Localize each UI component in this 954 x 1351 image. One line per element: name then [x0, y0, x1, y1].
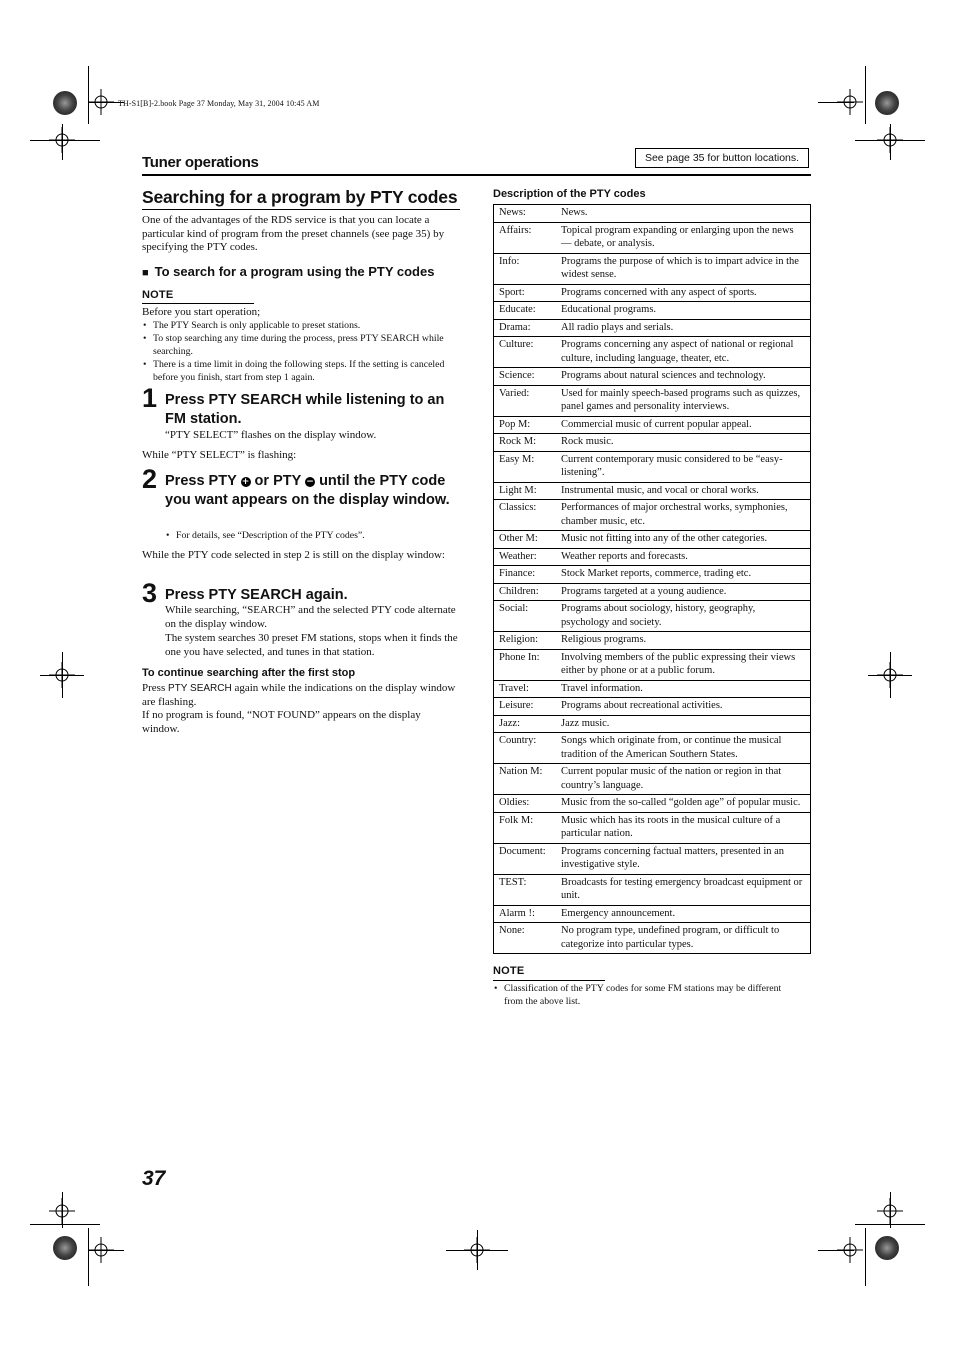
step-2-3-transition: While the PTY code selected in step 2 is still on the display window:: [142, 549, 445, 561]
registration-target-icon: [88, 89, 114, 115]
table-row: [494, 451, 811, 482]
note-list: [142, 319, 460, 384]
pty-code-cell: Pop M:: [494, 416, 562, 434]
pty-description-cell: Commercial music of current popular appeal.: [561, 416, 811, 434]
table-row: [494, 548, 811, 566]
table-row: [494, 337, 811, 368]
pty-description-cell: News.: [561, 205, 811, 223]
table-row: [494, 632, 811, 650]
pty-description-cell: Programs concerning any aspect of national or regional culture, including language, theater, etc.: [561, 337, 811, 368]
note-item: • The PTY Search is only applicable to preset stations.: [142, 319, 460, 332]
step-2-number: 2: [142, 464, 158, 494]
table-row: [494, 764, 811, 795]
pty-code-cell: Rock M:: [494, 434, 562, 452]
step-2-bullets: [165, 529, 460, 542]
color-registration-dot-icon: [53, 1236, 77, 1260]
step-3-detail-2: The system searches 30 preset FM stations, stops when it finds the one you have selected, and tunes in that station.: [165, 632, 458, 658]
note-intro: Before you start operation;: [142, 306, 261, 318]
registration-target-icon: [49, 1198, 75, 1224]
page-title: Searching for a program by PTY codes: [142, 187, 458, 207]
down-arrow-button-icon: −: [306, 477, 314, 487]
table-row: [494, 601, 811, 632]
pty-code-cell: Affairs:: [494, 222, 562, 253]
note-item: • To stop searching any time during the process, press PTY SEARCH while searching.: [142, 332, 460, 358]
registration-target-icon: [837, 1237, 863, 1263]
pty-code-cell: TEST:: [494, 874, 562, 905]
pty-code-cell: Children:: [494, 583, 562, 601]
pty-code-cell: Educate:: [494, 302, 562, 320]
table-row: [494, 698, 811, 716]
step-3-number: 3: [142, 578, 158, 608]
registration-target-icon: [877, 127, 903, 153]
pty-description-cell: Programs about natural sciences and technology.: [561, 368, 811, 386]
pty-description-cell: All radio plays and serials.: [561, 319, 811, 337]
table-row: [494, 302, 811, 320]
step-1-number: 1: [142, 383, 158, 413]
pty-description-cell: Programs about recreational activities.: [561, 698, 811, 716]
pty-code-cell: Leisure:: [494, 698, 562, 716]
button-locations-box: See page 35 for button locations.: [635, 148, 809, 168]
pty-description-cell: Jazz music.: [561, 715, 811, 733]
table-row: [494, 680, 811, 698]
pty-description-cell: Involving members of the public expressing their views either by phone or at a public forum.: [561, 649, 811, 680]
continue-text-a: Press: [142, 682, 166, 694]
pty-code-cell: Info:: [494, 253, 562, 284]
pty-description-cell: Performances of major orchestral works, symphonies, chamber music, etc.: [561, 500, 811, 531]
file-info: TH-S1[B]-2.book Page 37 Monday, May 31, 2004 10:45 AM: [118, 99, 320, 108]
step-1-detail: “PTY SELECT” flashes on the display window.: [165, 429, 377, 441]
table-title: Description of the PTY codes: [493, 188, 646, 200]
color-registration-dot-icon: [875, 1236, 899, 1260]
pty-codes-table: [493, 204, 811, 954]
pty-code-cell: Document:: [494, 843, 562, 874]
color-registration-dot-icon: [875, 91, 899, 115]
pty-description-cell: Current contemporary music considered to be “easy-listening”.: [561, 451, 811, 482]
pty-description-cell: Programs about sociology, history, geography, psychology and society.: [561, 601, 811, 632]
table-row: [494, 284, 811, 302]
table-note-label: NOTE: [493, 965, 525, 977]
step-2-text-c: until the PTY code you want appears on the display window.: [165, 473, 450, 508]
registration-target-icon: [877, 662, 903, 688]
up-arrow-button-icon: +: [241, 477, 250, 487]
pty-description-cell: Music not fitting into any of the other categories.: [561, 531, 811, 549]
table-row: [494, 368, 811, 386]
title-rule: [142, 209, 460, 210]
table-row: [494, 531, 811, 549]
table-note-rule: [493, 980, 605, 981]
continue-heading: To continue searching after the first stop: [142, 667, 356, 679]
pty-code-cell: News:: [494, 205, 562, 223]
pty-description-cell: Emergency announcement.: [561, 905, 811, 923]
pty-description-cell: Programs concerning factual matters, presented in an investigative style.: [561, 843, 811, 874]
pty-description-cell: Programs the purpose of which is to impart advice in the widest sense.: [561, 253, 811, 284]
table-row: [494, 795, 811, 813]
pty-description-cell: No program type, undefined program, or difficult to categorize into particular types.: [561, 923, 811, 954]
pty-description-cell: Rock music.: [561, 434, 811, 452]
registration-target-icon: [877, 1198, 903, 1224]
pty-code-cell: Phone In:: [494, 649, 562, 680]
pty-code-cell: Religion:: [494, 632, 562, 650]
pty-description-cell: Music which has its roots in the musical culture of a particular nation.: [561, 812, 811, 843]
pty-description-cell: Broadcasts for testing emergency broadcast equipment or unit.: [561, 874, 811, 905]
pty-code-cell: Other M:: [494, 531, 562, 549]
pty-description-cell: Programs concerned with any aspect of sports.: [561, 284, 811, 302]
color-registration-dot-icon: [53, 91, 77, 115]
note-rule: [142, 303, 254, 304]
table-row: [494, 733, 811, 764]
pty-code-cell: Weather:: [494, 548, 562, 566]
registration-target-icon: [464, 1237, 490, 1263]
pty-code-cell: Travel:: [494, 680, 562, 698]
pty-description-cell: Programs targeted at a young audience.: [561, 583, 811, 601]
table-row: [494, 253, 811, 284]
table-row: [494, 923, 811, 954]
step-1-2-transition: While “PTY SELECT” is flashing:: [142, 449, 297, 461]
pty-description-cell: Music from the so-called “golden age” of popular music.: [561, 795, 811, 813]
continue-text-c: again while the indications on the display window are flashing.: [142, 682, 456, 708]
pty-description-cell: Topical program expanding or enlarging upon the news — debate, or analysis.: [561, 222, 811, 253]
pty-code-cell: Varied:: [494, 385, 562, 416]
table-row: [494, 500, 811, 531]
pty-description-cell: Religious programs.: [561, 632, 811, 650]
subheading-text: To search for a program using the PTY codes: [154, 264, 435, 279]
registration-target-icon: [88, 1237, 114, 1263]
pty-code-cell: Science:: [494, 368, 562, 386]
pty-description-cell: Instrumental music, and vocal or choral works.: [561, 482, 811, 500]
note-label: NOTE: [142, 289, 174, 301]
pty-search-button-name: PTY SEARCH: [167, 683, 232, 694]
pty-code-cell: Drama:: [494, 319, 562, 337]
pty-code-cell: Sport:: [494, 284, 562, 302]
step-3-detail-1: While searching, “SEARCH” and the selected PTY code alternate on the display window.: [165, 604, 456, 630]
table-row: [494, 482, 811, 500]
step-2-text: [165, 472, 460, 509]
pty-code-cell: Nation M:: [494, 764, 562, 795]
registration-target-icon: [837, 89, 863, 115]
step-3-text: Press PTY SEARCH again.: [165, 587, 348, 603]
table-note-list: [493, 982, 793, 1008]
step-2-text-b: or PTY: [254, 473, 302, 489]
pty-description-cell: Weather reports and forecasts.: [561, 548, 811, 566]
pty-description-cell: Songs which originate from, or continue the musical tradition of the American Southern States.: [561, 733, 811, 764]
registration-target-icon: [49, 127, 75, 153]
header-rule: [142, 174, 811, 176]
pty-code-cell: Oldies:: [494, 795, 562, 813]
pty-code-cell: Culture:: [494, 337, 562, 368]
subheading: [142, 264, 434, 279]
section-heading: Tuner operations: [142, 154, 259, 171]
table-row: [494, 416, 811, 434]
step-1-text: Press PTY SEARCH while listening to an FM station.: [165, 392, 445, 427]
continue-paragraph-2: If no program is found, “NOT FOUND” appears on the display window.: [142, 709, 421, 735]
table-note-item: • Classification of the PTY codes for some FM stations may be different from the above list.: [493, 982, 793, 1008]
intro-paragraph: One of the advantages of the RDS service is that you can locate a particular kind of program from the preset channels (see page 35) by specifying the PTY codes.: [142, 214, 445, 253]
continue-paragraph-1: [142, 682, 460, 709]
step-2-text-a: Press PTY: [165, 473, 237, 489]
square-bullet-icon: ■: [142, 267, 149, 279]
table-row: [494, 222, 811, 253]
pty-code-cell: Light M:: [494, 482, 562, 500]
pty-description-cell: Current popular music of the nation or region in that country’s language.: [561, 764, 811, 795]
table-row: [494, 843, 811, 874]
pty-code-cell: Classics:: [494, 500, 562, 531]
table-row: [494, 905, 811, 923]
pty-code-cell: Country:: [494, 733, 562, 764]
pty-description-cell: Used for mainly speech-based programs such as quizzes, panel games and personality interviews.: [561, 385, 811, 416]
note-item: • There is a time limit in doing the following steps. If the setting is canceled before you finish, start from step 1 again.: [142, 358, 460, 384]
pty-description-cell: Stock Market reports, commerce, trading etc.: [561, 566, 811, 584]
table-row: [494, 812, 811, 843]
pty-code-cell: None:: [494, 923, 562, 954]
table-row: [494, 583, 811, 601]
pty-description-cell: Travel information.: [561, 680, 811, 698]
pty-code-cell: Finance:: [494, 566, 562, 584]
pty-code-cell: Easy M:: [494, 451, 562, 482]
table-row: [494, 434, 811, 452]
table-row: [494, 715, 811, 733]
pty-code-cell: Social:: [494, 601, 562, 632]
step-2-bullet: • For details, see “Description of the PTY codes”.: [165, 529, 460, 542]
table-row: [494, 205, 811, 223]
pty-code-cell: Jazz:: [494, 715, 562, 733]
pty-description-cell: Educational programs.: [561, 302, 811, 320]
table-row: [494, 874, 811, 905]
pty-code-cell: Folk M:: [494, 812, 562, 843]
table-row: [494, 566, 811, 584]
table-row: [494, 649, 811, 680]
table-row: [494, 385, 811, 416]
registration-target-icon: [49, 662, 75, 688]
table-row: [494, 319, 811, 337]
page-number: 37: [142, 1167, 166, 1190]
pty-code-cell: Alarm !:: [494, 905, 562, 923]
